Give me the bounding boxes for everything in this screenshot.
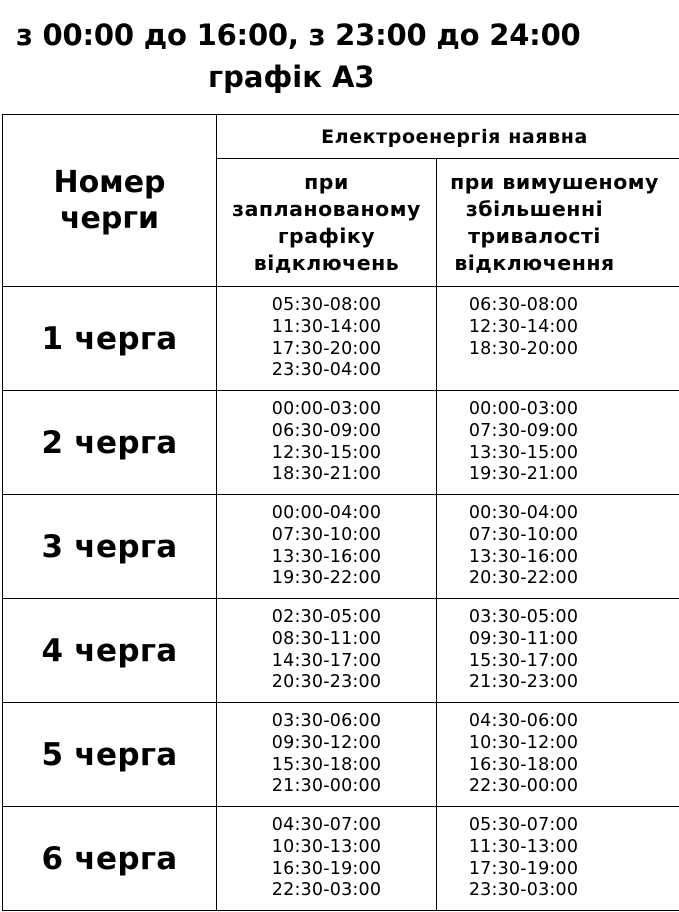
planned-times-list	[272, 399, 381, 485]
queue-row	[3, 599, 679, 703]
time-range: 09:30-11:00	[468, 628, 579, 649]
time-range: 07:30-10:00	[271, 524, 382, 545]
time-range: 05:30-07:00	[468, 815, 579, 836]
queue-label: 1 черга	[3, 287, 217, 391]
planned-header-line: графіку	[277, 223, 376, 248]
time-range: 13:30-16:00	[468, 546, 579, 567]
time-range: 13:30-15:00	[468, 442, 579, 463]
queue-label: 4 черга	[3, 599, 217, 703]
forced-times-list	[469, 295, 578, 381]
schedule-title: з 00:00 до 16:00, з 23:00 до 24:00	[16, 18, 581, 52]
queue-header-line: Номер	[53, 164, 166, 200]
queue-label: 2 черга	[3, 391, 217, 495]
time-range: 22:30-03:00	[271, 880, 382, 901]
time-range: 00:00-03:00	[271, 399, 382, 420]
planned-times-list	[272, 607, 381, 693]
queue-row	[3, 391, 679, 495]
time-range: 23:30-04:00	[271, 360, 382, 381]
time-range: 15:30-17:00	[468, 650, 579, 671]
planned-header-line: запланованому	[232, 196, 421, 221]
time-range: 19:30-22:00	[271, 568, 382, 589]
time-range: 00:30-04:00	[468, 503, 579, 524]
time-range: 21:30-00:00	[271, 776, 382, 797]
planned-header-line: при	[304, 169, 349, 194]
forced-header-line: збільшенні	[465, 196, 604, 221]
queue-row	[3, 703, 679, 807]
time-range: 18:30-20:00	[468, 338, 579, 359]
time-range: 20:30-23:00	[271, 672, 382, 693]
time-range: 10:30-12:00	[468, 732, 579, 753]
time-range: 00:00-04:00	[271, 503, 382, 524]
forced-times-list	[469, 503, 578, 589]
planned-times-list	[272, 503, 381, 589]
forced-times-cell	[437, 703, 679, 807]
time-range: 12:30-15:00	[271, 442, 382, 463]
forced-times-cell	[437, 391, 679, 495]
time-range: 02:30-05:00	[271, 607, 382, 628]
time-range: 16:30-19:00	[271, 858, 382, 879]
empty-line	[469, 360, 578, 382]
time-range: 08:30-11:00	[271, 628, 382, 649]
planned-times-cell	[217, 391, 437, 495]
forced-times-list	[469, 607, 578, 693]
time-range: 14:30-17:00	[271, 650, 382, 671]
planned-times-list	[272, 295, 381, 381]
time-range: 21:30-23:00	[468, 672, 579, 693]
planned-times-cell	[217, 807, 437, 911]
time-range: 05:30-08:00	[271, 295, 382, 316]
time-range: 17:30-19:00	[468, 858, 579, 879]
time-range: 03:30-06:00	[271, 711, 382, 732]
forced-times-list	[469, 815, 578, 901]
planned-times-cell	[217, 703, 437, 807]
time-range: 00:00-03:00	[468, 399, 579, 420]
time-range: 09:30-12:00	[271, 732, 382, 753]
time-range: 03:30-05:00	[468, 607, 579, 628]
time-range: 04:30-06:00	[468, 711, 579, 732]
forced-times-cell	[437, 807, 679, 911]
time-range: 07:30-10:00	[468, 524, 579, 545]
time-range: 04:30-07:00	[271, 815, 382, 836]
availability-header: Електроенергія наявна	[217, 115, 679, 159]
time-range: 11:30-14:00	[271, 316, 382, 337]
queue-label: 6 черга	[3, 807, 217, 911]
time-range: 22:30-00:00	[468, 776, 579, 797]
time-range: 06:30-08:00	[468, 295, 579, 316]
forced-times-list	[469, 711, 578, 797]
time-range: 19:30-21:00	[468, 464, 579, 485]
planned-header-line: відключень	[253, 250, 400, 275]
time-range: 16:30-18:00	[468, 754, 579, 775]
queue-row	[3, 287, 679, 391]
time-range: 07:30-09:00	[468, 420, 579, 441]
time-range: 20:30-22:00	[468, 568, 579, 589]
planned-times-cell	[217, 599, 437, 703]
time-range: 23:30-03:00	[468, 880, 579, 901]
forced-times-cell	[437, 287, 679, 391]
queue-row	[3, 495, 679, 599]
time-range: 17:30-20:00	[271, 338, 382, 359]
forced-times-list	[469, 399, 578, 485]
time-range: 18:30-21:00	[271, 464, 382, 485]
planned-times-cell	[217, 495, 437, 599]
forced-times-cell	[437, 599, 679, 703]
queue-label: 5 черга	[3, 703, 217, 807]
time-range: 10:30-13:00	[271, 836, 382, 857]
forced-header-line: тривалості	[468, 223, 601, 248]
queue-header-line: черги	[59, 200, 160, 236]
planned-times-list	[272, 711, 381, 797]
queue-row	[3, 807, 679, 911]
forced-header-line: при вимушеному	[450, 169, 659, 194]
forced-times-cell	[437, 495, 679, 599]
schedule-subtitle: графік А3	[208, 60, 375, 94]
queue-number-header	[3, 115, 217, 287]
planned-times-list	[272, 815, 381, 901]
forced-header-line: відключення	[454, 250, 615, 275]
outage-schedule-table	[2, 114, 679, 911]
forced-schedule-header	[437, 159, 679, 287]
planned-times-cell	[217, 287, 437, 391]
queue-label: 3 черга	[3, 495, 217, 599]
time-range: 12:30-14:00	[468, 316, 579, 337]
time-range: 11:30-13:00	[468, 836, 579, 857]
time-range: 15:30-18:00	[271, 754, 382, 775]
time-range: 13:30-16:00	[271, 546, 382, 567]
time-range: 06:30-09:00	[271, 420, 382, 441]
